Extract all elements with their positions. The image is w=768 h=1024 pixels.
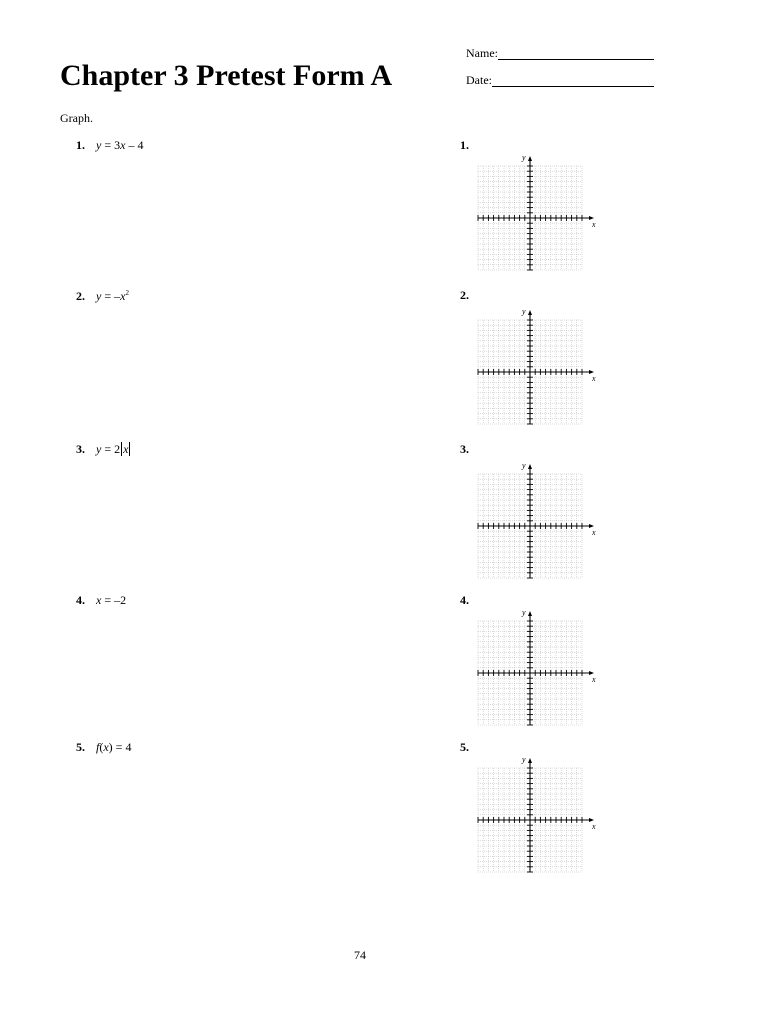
coordinate-grid[interactable] <box>474 460 598 584</box>
graph-grid-1[interactable] <box>474 152 598 276</box>
problem-4 <box>76 593 126 608</box>
name-label: Name: <box>466 46 498 60</box>
y-axis-label: y <box>522 608 526 617</box>
abs-bar-left <box>121 442 122 456</box>
page-title: Chapter 3 Pretest Form A <box>60 59 393 92</box>
equation-2: $y = -x^2$ <box>96 289 129 303</box>
x-axis-label: x <box>592 528 596 537</box>
coordinate-grid[interactable] <box>474 152 598 276</box>
equation-4: x = –2 <box>96 593 127 607</box>
answer-number-4: 4. <box>460 593 469 607</box>
page-number: 74 <box>354 948 366 962</box>
abs-bar-right <box>129 442 130 456</box>
answer-number-2: 2. <box>460 288 469 302</box>
coordinate-grid[interactable] <box>474 306 598 430</box>
name-field[interactable] <box>466 46 654 60</box>
answer-number-5: 5. <box>460 740 469 754</box>
coordinate-grid[interactable] <box>474 607 598 731</box>
date-field[interactable] <box>466 73 654 87</box>
x-axis-label: x <box>592 675 596 684</box>
y-arrow-icon <box>528 758 532 763</box>
problem-2 <box>76 289 129 304</box>
answer-number-1: 1. <box>460 138 469 152</box>
date-label: Date: <box>466 73 492 87</box>
problem-number: 3. <box>76 442 85 456</box>
date-line[interactable] <box>492 74 654 87</box>
graph-grid-3[interactable] <box>474 460 598 584</box>
graph-grid-4[interactable] <box>474 607 598 731</box>
problem-3 <box>76 442 131 457</box>
graph-grid-5[interactable] <box>474 754 598 878</box>
equation-5: f(x) = 4 <box>96 740 132 754</box>
name-line[interactable] <box>498 47 654 60</box>
y-axis-label: y <box>522 461 526 470</box>
problem-number: 1. <box>76 138 85 152</box>
problem-number: 2. <box>76 289 85 303</box>
x-axis-label: x <box>592 220 596 229</box>
y-arrow-icon <box>528 611 532 616</box>
y-axis-label: y <box>522 307 526 316</box>
y-axis-label: y <box>522 153 526 162</box>
problem-number: 5. <box>76 740 85 754</box>
x-axis-label: x <box>592 374 596 383</box>
instruction-text: Graph. <box>60 111 93 125</box>
y-arrow-icon <box>528 310 532 315</box>
graph-grid-2[interactable] <box>474 306 598 430</box>
equation-3: y = 2 x <box>96 442 129 456</box>
y-arrow-icon <box>528 156 532 161</box>
coordinate-grid[interactable] <box>474 754 598 878</box>
answer-number-3: 3. <box>460 442 469 456</box>
y-arrow-icon <box>528 464 532 469</box>
problem-5 <box>76 740 131 755</box>
problem-1 <box>76 138 143 153</box>
problem-number: 4. <box>76 593 85 607</box>
x-axis-label: x <box>592 822 596 831</box>
equation-1: y = 3x – 4 <box>96 138 144 152</box>
y-axis-label: y <box>522 755 526 764</box>
